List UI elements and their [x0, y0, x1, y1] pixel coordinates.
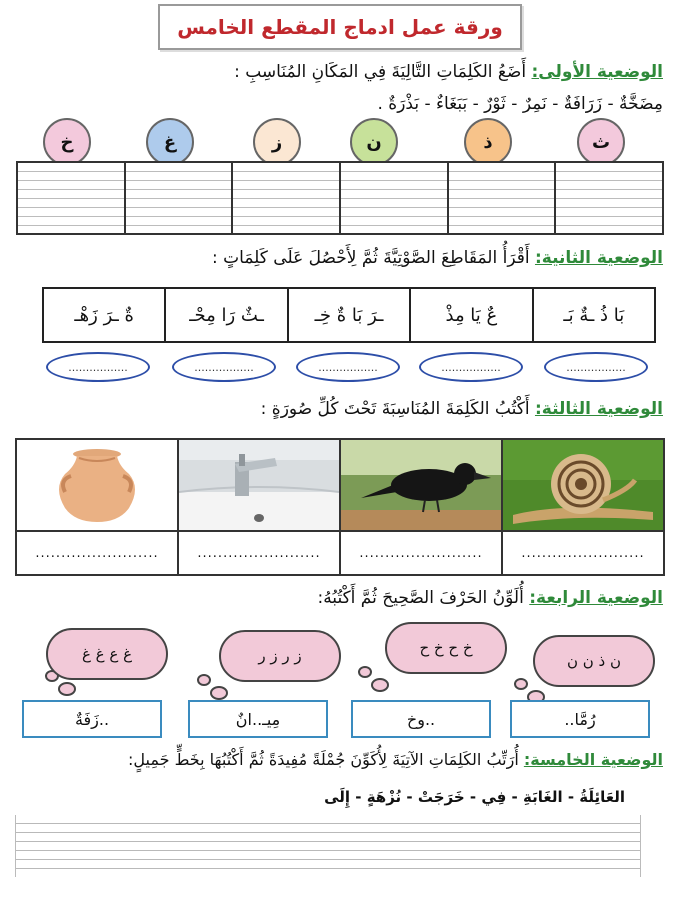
missing-letter-word[interactable]: ..وخ [351, 700, 491, 738]
section4-instruction: أُلَوِّنُ الحَرْفَ الصَّحِيحَ ثُمَّ أَكْتُبُهُ: [317, 588, 530, 608]
letter-circle-kha: خ [43, 118, 91, 166]
section5-instruction: أُرَتِّبُ الكَلِمَاتِ الآتِيَةَ لِأُكَوِّنَ جُمْلَةً مُفِيدَةً ثُمَّ أَكْتُبُهَا بِخَطٍّ جَمِيلٍ: [128, 750, 524, 769]
writing-grid [16, 161, 664, 235]
section1-word-list: مِضَخَّةٌ - زَرَافَةٌ - نَمِرٌ - ثَوْرٌ - بَبَغَاءٌ - بَذْرَةٌ . [377, 94, 663, 114]
picture-answer[interactable]: ........................ [35, 545, 159, 561]
clay-jar-image [17, 440, 177, 532]
cloud-tail [371, 678, 389, 692]
section4-heading [317, 588, 663, 608]
snail-image [503, 440, 663, 532]
picture-answer[interactable]: ........................ [359, 545, 483, 561]
writing-cell[interactable] [124, 163, 232, 233]
section3-heading [261, 399, 663, 419]
letter-circle-ghayn: غ [146, 118, 194, 166]
letter-cloud[interactable]: ن ذ ن ن [533, 635, 655, 687]
crow-image [341, 440, 501, 532]
letter-circle-zay: ز [253, 118, 301, 166]
section5-word-list: العَائِلَةُ - الغَابَةِ - فِي - خَرَجَتْ - نُزْهَةٍ - إِلَى [324, 788, 625, 806]
section1-instruction: أَضَعُ الكَلِمَاتِ التَّالِيَةَ فِي المَكَانِ المُنَاسِبِ : [234, 62, 532, 82]
letter-cloud[interactable]: غ ع غ غ [46, 628, 168, 680]
cloud-tail [514, 678, 528, 690]
letter-cloud[interactable]: خ ح خ ح [385, 622, 507, 674]
page-title: ورقة عمل ادماج المقطع الخامس [177, 15, 503, 39]
syllable-cell: بَا ذُ ـةٌ بَـ [532, 289, 654, 341]
page-title-box [158, 4, 522, 50]
answer-ellipse[interactable]: ................. [419, 352, 523, 382]
missing-letter-word[interactable]: ..زَفَةٌ [22, 700, 162, 738]
letter-circle-tha: ث [577, 118, 625, 166]
cloud-tail [197, 674, 211, 686]
writing-cell[interactable] [231, 163, 339, 233]
section2-heading [212, 248, 663, 268]
faucet-image [179, 440, 339, 532]
syllable-cell: ةٌ ـرَ زَهْـ [74, 304, 134, 326]
picture-column [177, 440, 339, 574]
section1-heading [234, 62, 663, 82]
syllable-row [42, 287, 656, 343]
section3-instruction: أَكْتُبُ الكَلِمَةَ المُنَاسِبَةَ تَحْتَ كُلِّ صُورَةٍ : [260, 399, 535, 419]
picture-answer[interactable]: ........................ [197, 545, 321, 561]
letter-cloud[interactable]: ز ر ز ر [219, 630, 341, 682]
section2-label: الوضعية الثانية: [534, 248, 663, 268]
answer-ellipse[interactable]: ................. [544, 352, 648, 382]
cloud-tail [58, 682, 76, 696]
cloud-tail [210, 686, 228, 700]
section5-heading [128, 750, 663, 769]
cloud-tail [358, 666, 372, 678]
missing-letter-word[interactable]: رُمَّا.. [510, 700, 650, 738]
section5-label: الوضعية الخامسة: [523, 750, 663, 769]
handwriting-lines[interactable] [15, 815, 641, 877]
syllable-cell: ـرَ بَا ةٌ خِـ [287, 289, 409, 341]
section3-label: الوضعية الثالثة: [534, 399, 663, 419]
section4-label: الوضعية الرابعة: [529, 588, 663, 608]
picture-column [501, 440, 663, 574]
picture-answer[interactable]: ........................ [521, 545, 645, 561]
writing-cell[interactable] [18, 163, 124, 233]
syllable-cell: عٌ يَا مِذْ [409, 289, 531, 341]
missing-letter-word[interactable]: مِيـ..انٌ [188, 700, 328, 738]
picture-column [339, 440, 501, 574]
picture-column [17, 440, 177, 574]
section2-instruction: أَقْرَأُ المَقَاطِعَ الصَّوْتِيَّةَ ثُمَّ لِأَحْصُلَ عَلَى كَلِمَاتٍ : [212, 248, 535, 268]
letter-circle-dhal: ذ [464, 118, 512, 166]
syllable-cell: ـثٌ رَا مِحْـ [164, 289, 286, 341]
picture-table [15, 438, 665, 576]
writing-cell[interactable] [554, 163, 662, 233]
section1-label: الوضعية الأولى: [531, 62, 663, 82]
answer-ellipse[interactable]: ................. [172, 352, 276, 382]
answer-ellipse[interactable]: ................. [296, 352, 400, 382]
letter-circle-nun: ن [350, 118, 398, 166]
writing-cell[interactable] [339, 163, 447, 233]
answer-ellipse[interactable]: ................. [46, 352, 150, 382]
writing-cell[interactable] [447, 163, 555, 233]
